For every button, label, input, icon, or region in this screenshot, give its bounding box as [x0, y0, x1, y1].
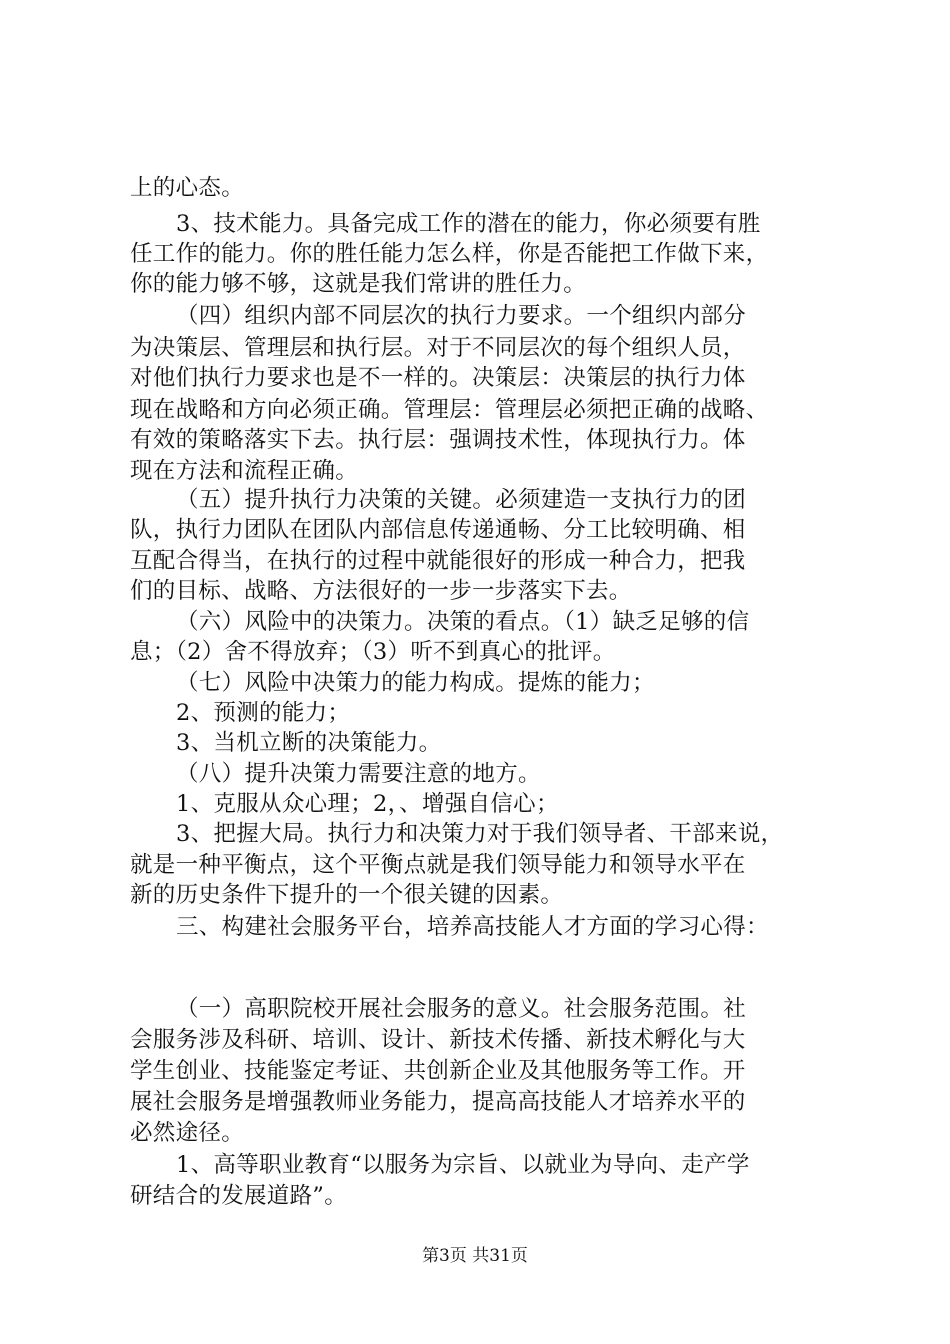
text-line: 必然途径。 — [130, 1120, 245, 1146]
text-line: 新的历史条件下提升的一个很关键的因素。 — [130, 882, 564, 908]
text-line: 队，执行力团队在团队内部信息传递通畅、分工比较明确、相 — [130, 517, 746, 543]
text-line: 你的能力够不够，这就是我们常讲的胜任力。 — [130, 271, 587, 297]
text-line: （四）组织内部不同层次的执行力要求。一个组织内部分 — [176, 303, 747, 329]
text-line: 对他们执行力要求也是不一样的。决策层：决策层的执行力体 — [130, 365, 746, 391]
text-line: 上的心态。 — [130, 175, 245, 201]
text-line: 为决策层、管理层和执行层。对于不同层次的每个组织人员， — [130, 335, 746, 361]
text-line: 就是一种平衡点，这个平衡点就是我们领导能力和领导水平在 — [130, 852, 746, 878]
text-line: 3、技术能力。具备完成工作的潜在的能力，你必须要有胜 — [176, 211, 761, 237]
page-number-footer: 第3页 共31页 — [422, 1246, 528, 1266]
section-heading: 三、构建社会服务平台，培养高技能人才方面的学习心得： — [176, 914, 769, 940]
text-line: （六）风险中的决策力。决策的看点。（1）缺乏足够的信 — [176, 609, 750, 635]
text-line: （一）高职院校开展社会服务的意义。社会服务范围。社 — [176, 996, 747, 1022]
text-line: 们的目标、战略、方法很好的一步一步落实下去。 — [130, 578, 632, 604]
text-line: （五）提升执行力决策的关键。必须建造一支执行力的团 — [176, 487, 747, 513]
text-line: 任工作的能力。你的胜任能力怎么样，你是否能把工作做下来， — [130, 241, 769, 267]
text-line: 学生创业、技能鉴定考证、共创新企业及其他服务等工作。开 — [130, 1058, 746, 1084]
text-line: 3、把握大局。执行力和决策力对于我们领导者、干部来说， — [176, 821, 784, 847]
text-line: 展社会服务是增强教师业务能力，提高高技能人才培养水平的 — [130, 1089, 746, 1115]
text-line: （七）风险中决策力的能力构成。提炼的能力； — [176, 670, 655, 696]
text-line: 现在方法和流程正确。 — [130, 458, 359, 484]
text-line: 现在战略和方向必须正确。管理层：管理层必须把正确的战略、 — [130, 397, 769, 423]
text-line: 息；（2）舍不得放弃；（3）听不到真心的批评。 — [130, 639, 616, 665]
text-line: （八）提升决策力需要注意的地方。 — [176, 761, 541, 787]
text-line: 研结合的发展道路”。 — [130, 1183, 348, 1209]
text-line: 2、预测的能力； — [176, 700, 351, 726]
text-line: 3、当机立断的决策能力。 — [176, 730, 442, 756]
text-line: 1、克服从众心理；2，、增强自信心； — [176, 791, 559, 817]
text-line: 会服务涉及科研、培训、设计、新技术传播、新技术孵化与大 — [130, 1027, 746, 1053]
text-line: 互配合得当，在执行的过程中就能很好的形成一种合力，把我 — [130, 548, 746, 574]
text-line: 1、高等职业教育“以服务为宗旨、以就业为导向、走产学 — [176, 1152, 750, 1178]
text-line: 有效的策略落实下去。执行层：强调技术性，体现执行力。体 — [130, 427, 746, 453]
